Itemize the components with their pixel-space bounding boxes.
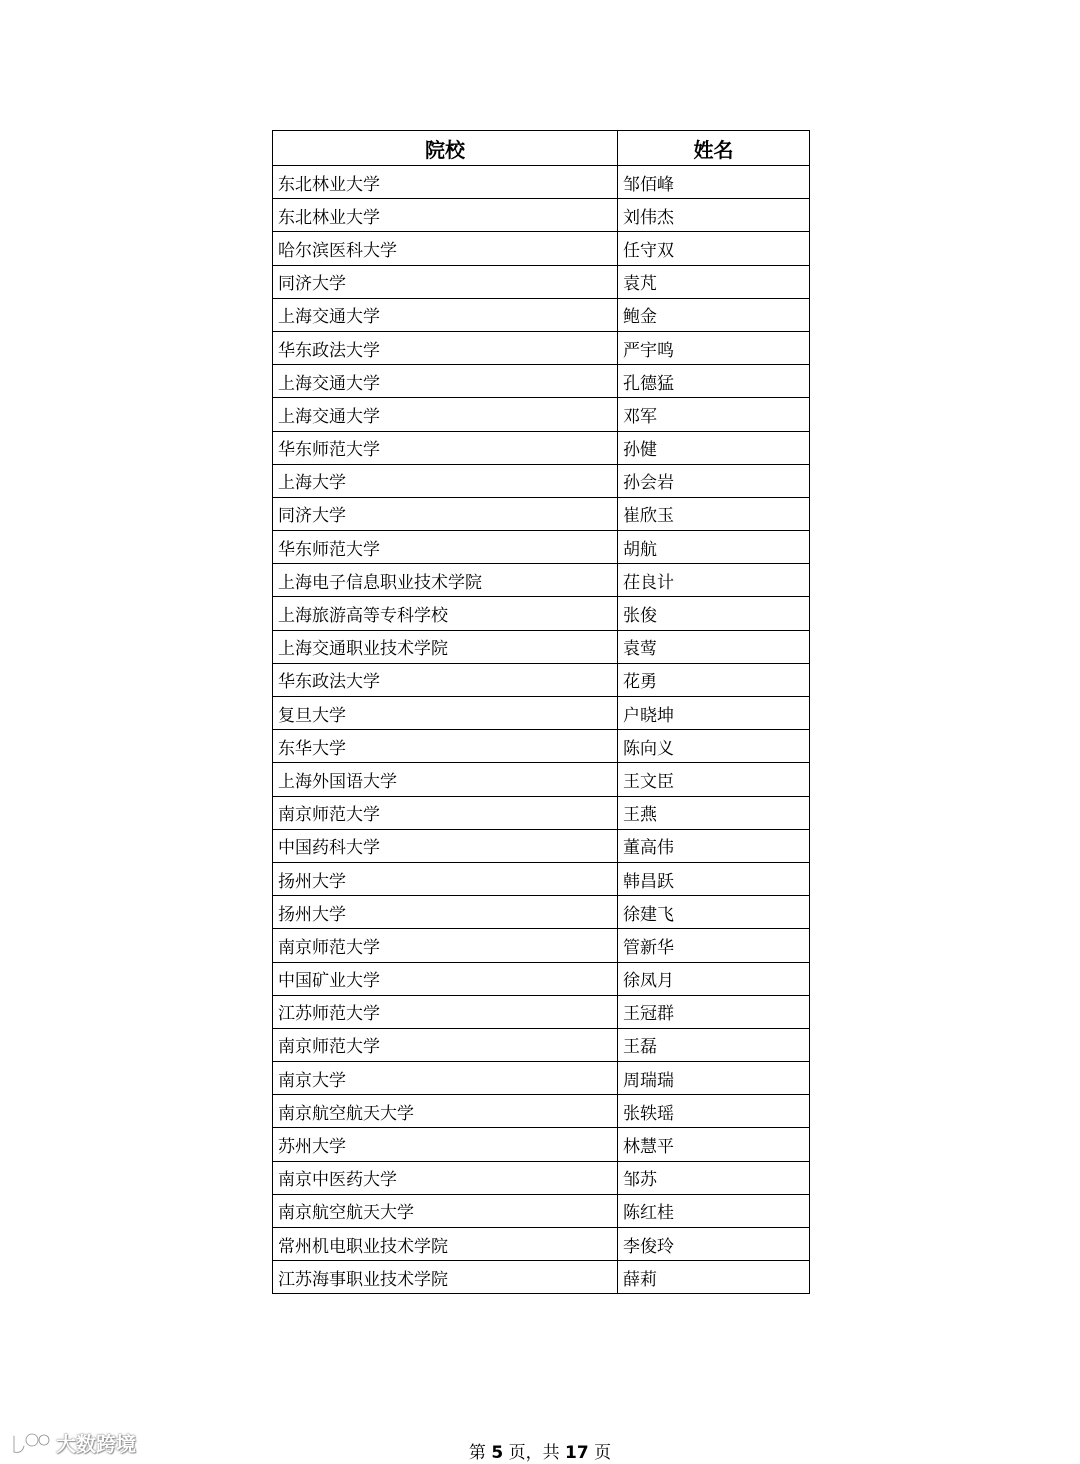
watermark [10,1428,136,1457]
school-cell: 华东师范大学 [273,431,618,464]
school-cell: 上海大学 [273,464,618,497]
school-cell: 上海交通职业技术学院 [273,630,618,663]
header-name: 姓名 [618,131,810,166]
name-cell: 王磊 [618,1028,810,1061]
name-cell: 李俊玲 [618,1228,810,1261]
name-cell: 袁莺 [618,630,810,663]
footer-middle: 页，共 [508,1443,560,1463]
school-cell: 东华大学 [273,730,618,763]
table-row [273,531,810,564]
school-cell: 扬州大学 [273,896,618,929]
name-cell: 户晓坤 [618,697,810,730]
school-cell: 扬州大学 [273,862,618,895]
table-row [273,630,810,663]
table-row [273,497,810,530]
school-cell: 南京航空航天大学 [273,1095,618,1128]
table-row [273,1228,810,1261]
school-cell: 华东政法大学 [273,663,618,696]
table-row [273,298,810,331]
table-row [273,564,810,597]
school-cell: 上海交通大学 [273,298,618,331]
table-row [273,663,810,696]
name-cell: 薛莉 [618,1261,810,1294]
name-cell: 鲍金 [618,298,810,331]
school-cell: 东北林业大学 [273,199,618,232]
school-cell: 南京师范大学 [273,929,618,962]
name-cell: 刘伟杰 [618,199,810,232]
school-cell: 上海旅游高等专科学校 [273,597,618,630]
school-cell: 江苏海事职业技术学院 [273,1261,618,1294]
school-cell: 上海交通大学 [273,365,618,398]
name-cell: 周瑞瑞 [618,1062,810,1095]
name-cell: 董高伟 [618,829,810,862]
table-row [273,199,810,232]
school-cell: 常州机电职业技术学院 [273,1228,618,1261]
school-cell: 华东师范大学 [273,531,618,564]
school-cell: 东北林业大学 [273,166,618,199]
table-row [273,431,810,464]
school-cell: 南京师范大学 [273,1028,618,1061]
school-cell: 中国矿业大学 [273,962,618,995]
name-cell: 邹佰峰 [618,166,810,199]
table-row [273,265,810,298]
table-row [273,929,810,962]
table-row [273,166,810,199]
name-cell: 韩昌跃 [618,862,810,895]
roster-table [272,130,810,1294]
school-cell: 复旦大学 [273,697,618,730]
school-cell: 苏州大学 [273,1128,618,1161]
footer-suffix: 页 [594,1443,612,1463]
school-cell: 上海电子信息职业技术学院 [273,564,618,597]
school-cell: 华东政法大学 [273,331,618,364]
school-cell: 同济大学 [273,497,618,530]
school-cell: 上海交通大学 [273,398,618,431]
name-cell: 王冠群 [618,995,810,1028]
table-row [273,398,810,431]
name-cell: 徐凤月 [618,962,810,995]
table-row [273,1062,810,1095]
table-row [273,1028,810,1061]
table-row [273,1161,810,1194]
table-row [273,464,810,497]
name-cell: 陈红桂 [618,1194,810,1227]
name-cell: 袁芃 [618,265,810,298]
table-row [273,862,810,895]
school-cell: 上海外国语大学 [273,763,618,796]
table-row [273,1261,810,1294]
brand-logo-icon [10,1430,52,1456]
table-row [273,995,810,1028]
table-row [273,796,810,829]
name-cell: 邓军 [618,398,810,431]
table-row [273,1128,810,1161]
watermark-text: 大数跨境 [56,1432,136,1456]
school-cell: 中国药科大学 [273,829,618,862]
table-row [273,763,810,796]
header-school: 院校 [273,131,618,166]
table-row [273,962,810,995]
name-cell: 胡航 [618,531,810,564]
table-row [273,730,810,763]
name-cell: 王燕 [618,796,810,829]
name-cell: 邹苏 [618,1161,810,1194]
total-pages-number: 17 [564,1443,589,1463]
name-cell: 严宇鸣 [618,331,810,364]
table-row [273,829,810,862]
school-cell: 南京师范大学 [273,796,618,829]
name-cell: 张轶瑶 [618,1095,810,1128]
school-cell: 哈尔滨医科大学 [273,232,618,265]
name-cell: 张俊 [618,597,810,630]
name-cell: 徐建飞 [618,896,810,929]
name-cell: 孔德猛 [618,365,810,398]
table-row [273,331,810,364]
footer-prefix: 第 [468,1443,486,1463]
school-cell: 南京大学 [273,1062,618,1095]
table-header-row [273,131,810,166]
table-row [273,232,810,265]
school-cell: 同济大学 [273,265,618,298]
table-row [273,597,810,630]
table-row [273,365,810,398]
current-page-number: 5 [491,1443,504,1463]
name-cell: 花勇 [618,663,810,696]
page-footer [0,1438,1080,1463]
name-cell: 陈向义 [618,730,810,763]
table-body [273,166,810,1294]
name-cell: 林慧平 [618,1128,810,1161]
name-cell: 任守双 [618,232,810,265]
name-cell: 孙健 [618,431,810,464]
name-cell: 崔欣玉 [618,497,810,530]
table-row [273,697,810,730]
table-row [273,1095,810,1128]
name-cell: 管新华 [618,929,810,962]
school-cell: 南京航空航天大学 [273,1194,618,1227]
name-cell: 茌良计 [618,564,810,597]
table-row [273,1194,810,1227]
name-cell: 孙会岩 [618,464,810,497]
school-cell: 南京中医药大学 [273,1161,618,1194]
name-cell: 王文臣 [618,763,810,796]
school-cell: 江苏师范大学 [273,995,618,1028]
table-row [273,896,810,929]
